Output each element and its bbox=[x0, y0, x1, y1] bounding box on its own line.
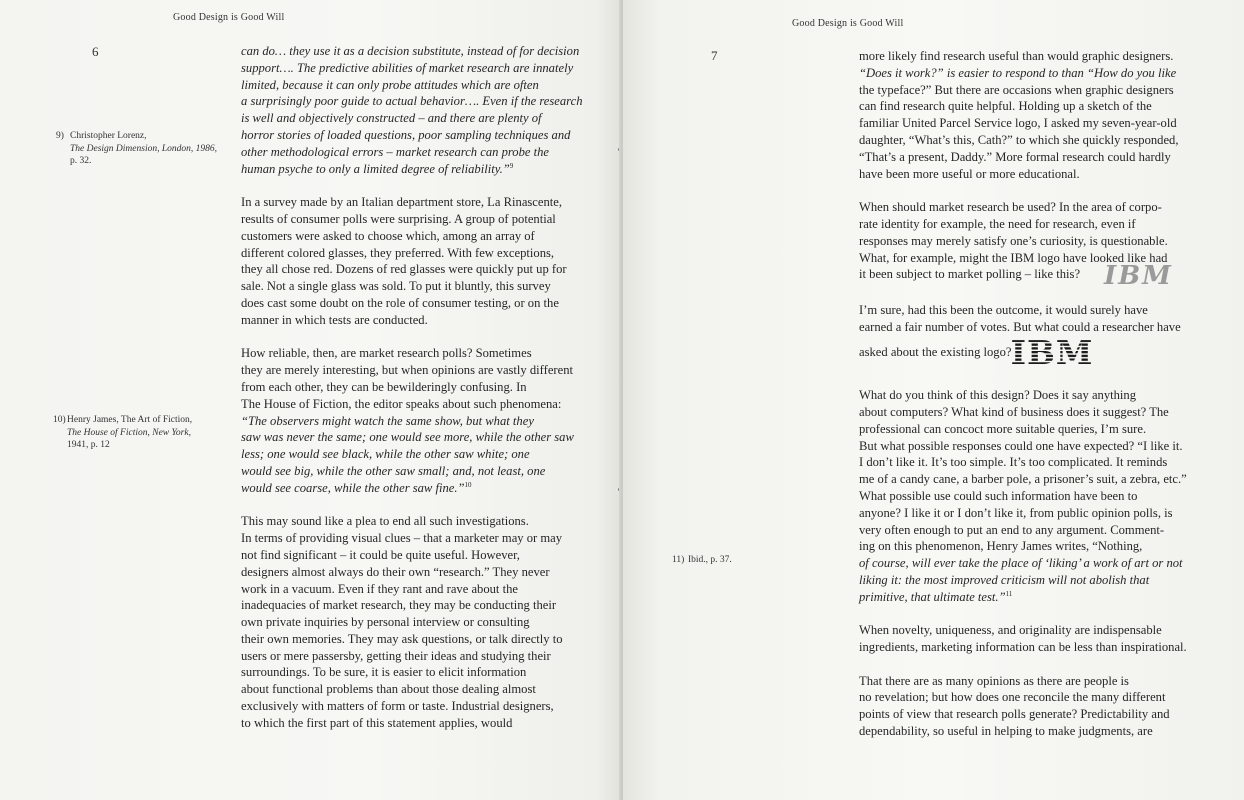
footnote-line: The House of Fiction, New York, bbox=[67, 427, 191, 438]
text-line: limited, because it can only probe attitudes which are often bbox=[241, 77, 539, 92]
text-line: about computers? What kind of business does it suggest? The bbox=[859, 404, 1169, 419]
paragraph bbox=[859, 387, 1239, 605]
footnote-reference: 10 bbox=[464, 480, 472, 489]
text-line: different colored glasses, they preferred. With few exceptions, bbox=[241, 245, 555, 260]
text-line: inadequacies of market research, they may be conducting their bbox=[241, 598, 557, 613]
footnote-line: p. 32. bbox=[70, 156, 92, 166]
text-line: their own memories. They may ask questions, or talk directly to bbox=[241, 631, 563, 646]
ibm-logo-text: IBM bbox=[1010, 332, 1093, 372]
text-line: How reliable, then, are market research polls? Sometimes bbox=[241, 346, 532, 361]
footnote-reference: 9 bbox=[509, 161, 514, 170]
text-line: What possible use could such information have been to bbox=[859, 488, 1138, 503]
text-line: earned a fair number of votes. But what could a researcher have bbox=[859, 319, 1181, 334]
paragraph bbox=[241, 43, 611, 177]
text-line: exclusively with matters of form or taste. Industrial designers, bbox=[241, 699, 554, 714]
text-line: work in a vacuum. Even if they rant and rave about the bbox=[241, 581, 518, 596]
text-line: surroundings. To be sure, it is easier to elicit information bbox=[241, 665, 527, 680]
text-line: When should market research be used? In the area of corpo- bbox=[859, 200, 1162, 215]
text-line: saw was never the same; one would see more, while the other saw bbox=[241, 430, 574, 445]
text-line: does cast some doubt on the role of consumer testing, or on the bbox=[241, 295, 559, 310]
text-line: can find research quite helpful. Holding up a sketch of the bbox=[859, 99, 1152, 114]
footnote-line: 1941, p. 12 bbox=[67, 440, 110, 450]
text-line: more likely find research useful than would graphic designers. bbox=[859, 49, 1174, 63]
paragraph bbox=[859, 622, 1239, 656]
text-line: “The observers might watch the same show, but what they bbox=[241, 413, 534, 428]
text-line: “Does it work?” is easier to respond to than “How do you like bbox=[859, 65, 1177, 80]
text-line: they all chose red. Dozens of red glasses were quickly put up for bbox=[241, 262, 567, 277]
text-line: sale. Not a single glass was sold. To put it bluntly, this survey bbox=[241, 279, 551, 294]
text-line: of course, will ever take the place of ‘liking’ a work of art or not bbox=[859, 556, 1183, 571]
paragraph bbox=[241, 194, 611, 328]
running-head: Good Design is Good Will bbox=[173, 12, 285, 23]
text-line: This may sound like a plea to end all such investigations. bbox=[241, 514, 529, 529]
footnote-10 bbox=[53, 414, 192, 452]
footnote-line: The Design Dimension, London, 1986, bbox=[70, 143, 217, 154]
text-line: What do you think of this design? Does it say anything bbox=[859, 388, 1137, 403]
text-line: me of a candy cane, a barber pole, a prisoner’s suit, a zebra, etc.” bbox=[859, 472, 1187, 487]
text-line: asked about the existing logo? bbox=[859, 344, 1012, 359]
text-line: liking it: the most improved criticism will not abolish that bbox=[859, 572, 1150, 587]
footnote-marker: 10) bbox=[53, 415, 66, 425]
text-line: would see coarse, while the other saw fine.” bbox=[241, 480, 465, 495]
text-line: a surprisingly poor guide to actual behavior…. Even if the research bbox=[241, 94, 583, 109]
text-line: support…. The predictive abilities of market research are innately bbox=[241, 60, 574, 75]
text-line: dependability, so useful in helping to make judgments, are bbox=[859, 724, 1153, 739]
text-line: about functional problems than about those dealing almost bbox=[241, 682, 536, 697]
text-line: very often enough to put an end to any argument. Comment- bbox=[859, 522, 1165, 537]
text-line: the typeface?” But there are occasions when graphic designers bbox=[859, 82, 1174, 97]
footnote-line: Ibid., p. 37. bbox=[688, 555, 732, 565]
text-line: daughter, “What’s this, Cath?” to which she quickly responded, bbox=[859, 132, 1179, 147]
text-line: “That’s a present, Daddy.” More formal research could hardly bbox=[859, 149, 1171, 164]
footnote-reference: 11 bbox=[1005, 589, 1013, 598]
text-line: familiar United Parcel Service logo, I asked my seven-year-old bbox=[859, 116, 1177, 131]
paragraph bbox=[241, 513, 611, 731]
left-page bbox=[0, 0, 621, 800]
paragraph bbox=[859, 199, 1239, 292]
text-line: it been subject to market polling – like this? bbox=[859, 267, 1081, 282]
text-line: responses may merely satisfy one’s curiosity, is questionable. bbox=[859, 233, 1168, 248]
text-line: anyone? I like it or I don’t like it, from public opinion polls, is bbox=[859, 505, 1173, 520]
text-line: users or mere passersby, getting their ideas and studying their bbox=[241, 648, 551, 663]
text-line: customers were asked to choose which, among an array of bbox=[241, 228, 535, 243]
paragraph bbox=[241, 345, 611, 496]
right-page bbox=[623, 0, 1244, 800]
text-line: designers almost always do their own “research.” They never bbox=[241, 564, 550, 579]
text-line: would see big, while the other saw small; and, not least, one bbox=[241, 463, 546, 478]
text-line: The House of Fiction, the editor speaks about such phenomena: bbox=[241, 396, 562, 411]
text-line: can do… they use it as a decision substitute, instead of for decision bbox=[241, 44, 580, 58]
blackletter-ibm-logo: IBM bbox=[1104, 261, 1173, 292]
text-line: That there are as many opinions as there are people is bbox=[859, 673, 1129, 688]
text-line: ingredients, marketing information can be less than inspirational. bbox=[859, 640, 1187, 655]
text-line: no revelation; but how does one reconcile the many different bbox=[859, 690, 1166, 705]
ibm-logo-icon bbox=[1010, 332, 1093, 372]
page-number: 6 bbox=[92, 44, 99, 59]
text-line: In terms of providing visual clues – that a marketer may or may bbox=[241, 531, 563, 546]
text-line: they are merely interesting, but when opinions are vastly different bbox=[241, 363, 574, 378]
text-line: I’m sure, had this been the outcome, it would surely have bbox=[859, 302, 1148, 317]
text-line: own private inquiries by personal interview or consulting bbox=[241, 615, 530, 630]
text-line: ing on this phenomenon, Henry James writes, “Nothing, bbox=[859, 539, 1143, 554]
text-line: But what possible responses could one have expected? “I like it. bbox=[859, 438, 1183, 453]
footnote-marker: 11) bbox=[672, 555, 685, 565]
body-column bbox=[859, 48, 1239, 757]
text-line: manner in which tests are conducted. bbox=[241, 312, 428, 327]
text-line: have been more useful or more educational. bbox=[859, 166, 1080, 181]
text-line: from each other, they can be bewilderingly confusing. In bbox=[241, 379, 527, 394]
running-head: Good Design is Good Will bbox=[792, 18, 904, 29]
text-line: human psyche to only a limited degree of reliability.” bbox=[241, 161, 510, 176]
text-line: When novelty, uniqueness, and originality are indispensable bbox=[859, 623, 1162, 638]
paragraph bbox=[859, 302, 1239, 370]
text-line: other methodological errors – market research can probe the bbox=[241, 144, 550, 159]
text-line: I don’t like it. It’s too simple. It’s too complicated. It reminds bbox=[859, 455, 1168, 470]
footnote-marker: 9) bbox=[56, 131, 64, 141]
text-line: primitive, that ultimate test.” bbox=[859, 589, 1006, 604]
text-line: less; one would see black, while the other saw white; one bbox=[241, 447, 530, 462]
text-line: points of view that research polls generate? Predictability and bbox=[859, 707, 1170, 722]
body-column bbox=[241, 43, 611, 748]
footnote-11 bbox=[672, 554, 732, 567]
text-line: to which the first part of this statement applies, would bbox=[241, 715, 513, 730]
striped-ibm-logo bbox=[1010, 332, 1093, 372]
paragraph bbox=[859, 48, 1239, 182]
text-line: results of consumer polls were surprising. A group of potential bbox=[241, 211, 556, 226]
text-line: not find significant – it could be quite useful. However, bbox=[241, 547, 520, 562]
text-line: rate identity for example, the need for research, even if bbox=[859, 216, 1136, 231]
footnote-line: Christopher Lorenz, bbox=[70, 131, 147, 141]
page-number: 7 bbox=[711, 48, 718, 63]
footnote-9 bbox=[56, 130, 217, 168]
text-line: is well and objectively constructed – and there are plenty of bbox=[241, 111, 542, 126]
text-line: In a survey made by an Italian department store, La Rinascente, bbox=[241, 195, 563, 210]
paragraph bbox=[859, 673, 1239, 740]
text-line: professional can concoct more suitable queries, I’m sure. bbox=[859, 421, 1147, 436]
footnote-line: Henry James, The Art of Fiction, bbox=[67, 415, 193, 425]
text-line: What, for example, might the IBM logo have looked like had bbox=[859, 250, 1168, 265]
text-line: horror stories of loaded questions, poor sampling techniques and bbox=[241, 127, 571, 142]
